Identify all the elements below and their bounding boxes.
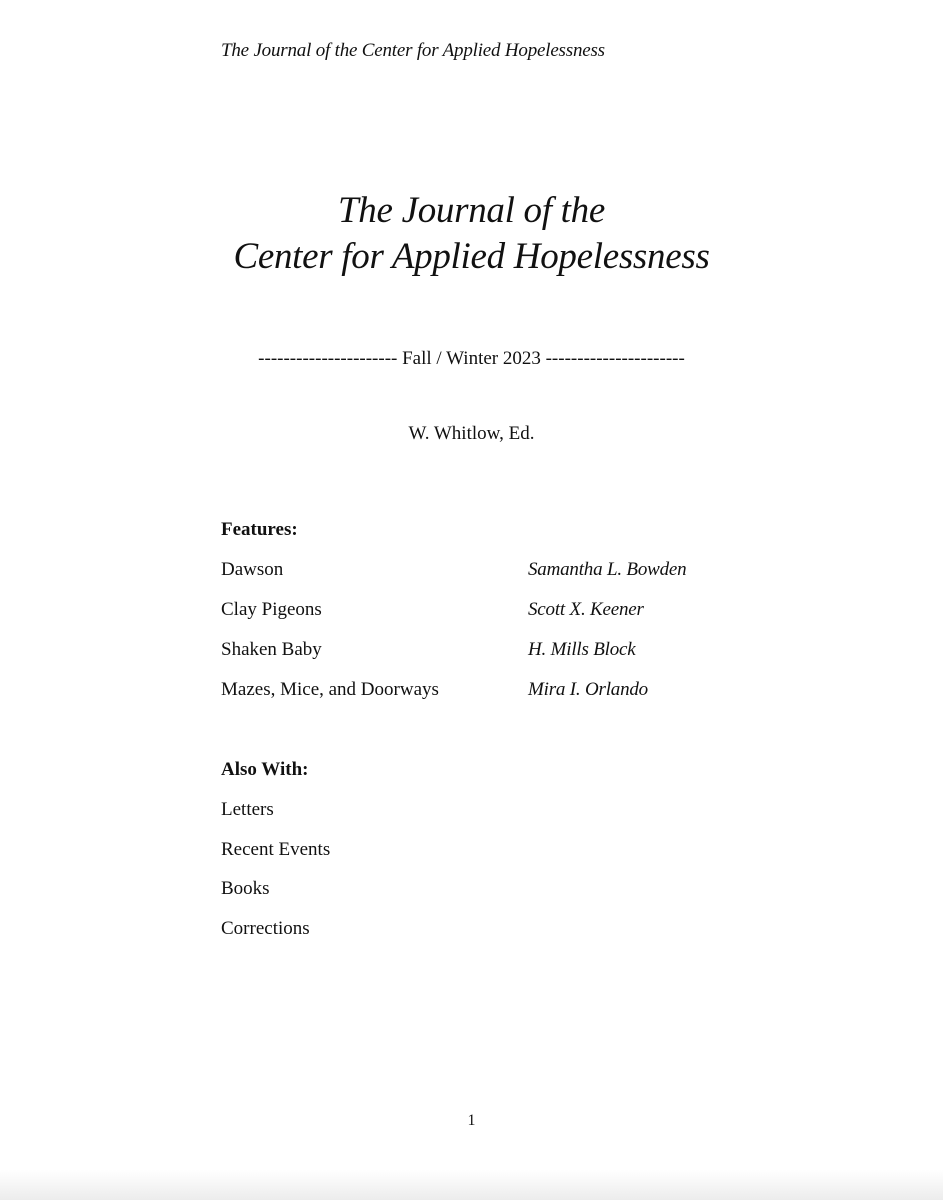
viewer-bottom-edge [0,1170,943,1200]
issue-line: ---------------------- Fall / Winter 2023 ---------------------- [258,348,685,369]
journal-title-line-1: The Journal of the [338,190,605,231]
feature-title: Mazes, Mice, and Doorways [221,679,439,700]
features-heading: Features: [221,519,298,540]
feature-row [221,679,741,709]
also-with-item: Corrections [221,918,310,939]
page-number: 1 [467,1112,476,1129]
feature-author: Mira I. Orlando [528,679,648,700]
also-with-item: Books [221,878,270,899]
also-with-heading: Also With: [221,759,309,780]
feature-author: H. Mills Block [528,639,636,660]
journal-title-line-2: Center for Applied Hopelessness [233,236,710,277]
feature-title: Dawson [221,559,284,580]
running-head: The Journal of the Center for Applied Hopelessness [221,40,605,61]
feature-author: Samantha L. Bowden [528,559,687,580]
feature-row [221,639,741,669]
feature-row [221,559,741,589]
also-with-item: Letters [221,799,274,820]
feature-title: Clay Pigeons [221,599,322,620]
feature-author: Scott X. Keener [528,599,644,620]
feature-title: Shaken Baby [221,639,322,660]
feature-row [221,599,741,629]
journal-title [0,188,943,280]
editor-credit: W. Whitlow, Ed. [408,423,535,444]
also-with-item: Recent Events [221,839,331,860]
